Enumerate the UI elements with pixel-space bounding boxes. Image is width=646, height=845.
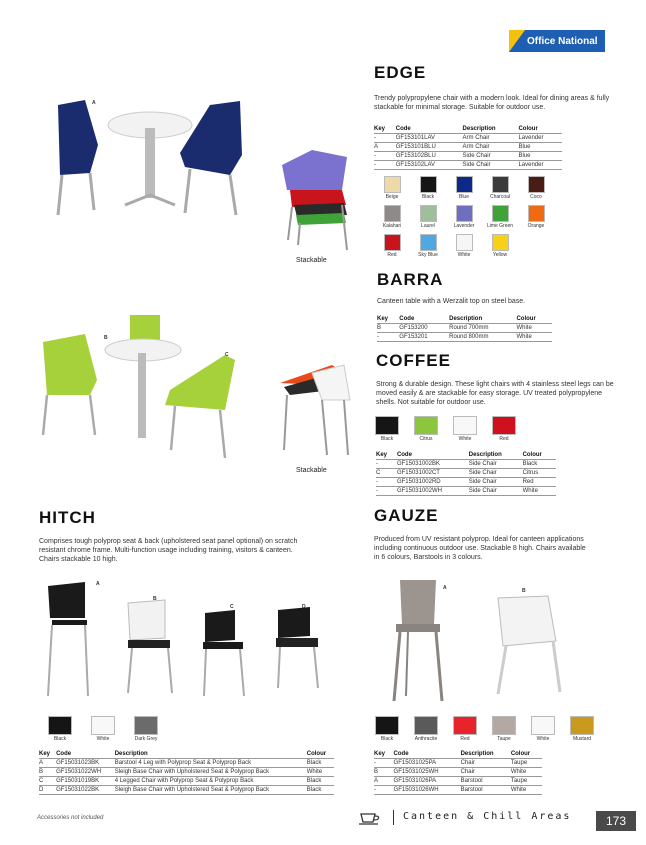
swatch-label: Lavender <box>453 223 475 229</box>
swatch-label: White <box>536 736 550 742</box>
swatch-color <box>528 176 545 193</box>
swatch-label: Coco <box>530 194 542 200</box>
gauze-photo <box>388 576 578 706</box>
office-national-logo: Office National <box>509 30 605 52</box>
color-swatch <box>414 205 442 229</box>
color-swatch <box>486 205 514 229</box>
hitch-title: HITCH <box>39 508 96 527</box>
photo-letter: A <box>443 585 447 591</box>
swatch-color <box>492 205 509 222</box>
photo-letter: B <box>522 588 526 594</box>
swatch-label: Anthracite <box>414 736 438 742</box>
table-row: C GF15031019BK 4 Legged Chair with Polyprop Seat & Polyprop Back Black <box>39 777 334 786</box>
accessories-note: Accessories not included <box>37 815 104 821</box>
swatch-color <box>492 176 509 193</box>
swatch-label: White <box>458 436 472 442</box>
swatch-color <box>384 176 401 193</box>
barra-description: Canteen table with a Werzalit top on steel base. <box>377 298 526 305</box>
photo-letter: D <box>302 604 306 610</box>
table-row: A GF15031026PA Barstool Taupe <box>374 777 542 786</box>
hitch-photo <box>40 578 330 703</box>
coffee-stack-photo <box>272 355 352 460</box>
swatch-color <box>414 716 438 735</box>
color-swatch <box>378 176 406 200</box>
swatch-color <box>420 205 437 222</box>
table-row: - GF153102BLU Side Chair Blue <box>374 152 562 161</box>
swatch-label: Red <box>460 736 470 742</box>
section-title: Canteen & Chill Areas <box>403 811 572 822</box>
edge-table: Key Code Description Colour - GF153101LAV Arm Chair Lavender A GF153101BLU Arm Chair Blue - GF153102BLU Side Chair Blue - GF153102LAV Side Chair Lavender <box>374 125 562 170</box>
photo-letter: A <box>92 100 96 106</box>
color-swatch <box>450 416 480 442</box>
swatch-label: Black <box>53 736 67 742</box>
photo-letter: C <box>230 604 234 610</box>
swatch-color <box>420 176 437 193</box>
swatch-label: Sky Blue <box>418 252 438 258</box>
swatch-color <box>570 716 594 735</box>
page-number: 173 <box>596 811 636 831</box>
swatch-color <box>134 716 158 735</box>
swatch-label: Black <box>380 736 394 742</box>
coffee-cup-icon <box>358 810 382 826</box>
coffee-title: COFFEE <box>376 351 451 370</box>
swatch-color <box>453 716 477 735</box>
gauze-description: Produced from UV resistant polyprop. Ideal for canteen applications including continuous outdoor use. Stackable 8 high. Chairs available in 6 colours, Barstools in 3 colours. <box>374 536 586 561</box>
edge-title: EDGE <box>374 63 427 82</box>
swatch-label: Kalahari <box>382 223 402 229</box>
table-row: - GF153102LAV Side Chair Lavender <box>374 161 562 170</box>
swatch-color <box>384 205 401 222</box>
table-row: - GF153201 Round 800mm White <box>377 333 552 342</box>
color-swatch <box>372 716 402 742</box>
color-swatch <box>414 234 442 258</box>
hitch-description: Comprises tough polyprop seat & back (upholstered seat panel optional) on scratch resistant chrome frame. Multi-function usage including training, visitors & canteen. Chairs stackable 10 high. <box>39 538 298 563</box>
swatch-color <box>531 716 555 735</box>
logo-triangle <box>509 30 525 52</box>
color-swatch <box>450 176 478 200</box>
swatch-color <box>420 234 437 251</box>
color-swatch <box>378 205 406 229</box>
gauze-title: GAUZE <box>374 506 439 525</box>
barra-title: BARRA <box>377 270 444 289</box>
color-swatch <box>130 716 162 742</box>
color-swatch <box>378 234 406 258</box>
swatch-label: Mustard <box>572 736 592 742</box>
color-swatch <box>522 205 550 229</box>
swatch-color <box>91 716 115 735</box>
stackable-caption: Stackable <box>296 467 327 474</box>
swatch-color <box>384 234 401 251</box>
table-row: B GF15031025WH Chair White <box>374 768 542 777</box>
swatch-color <box>492 416 516 435</box>
color-swatch <box>411 716 441 742</box>
table-row: - GF15031002WH Side Chair White <box>376 487 556 496</box>
table-row: A GF153101BLU Arm Chair Blue <box>374 143 562 152</box>
table-row: C GF15031002CT Side Chair Citrus <box>376 469 556 478</box>
table-row: - GF153101LAV Arm Chair Lavender <box>374 134 562 143</box>
swatch-label: Blue <box>458 194 469 200</box>
color-swatch <box>450 205 478 229</box>
table-row: - GF15031026WH Barstool White <box>374 786 542 795</box>
color-swatch <box>486 234 514 258</box>
swatch-color <box>528 205 545 222</box>
swatch-label: Yellow <box>492 252 508 258</box>
swatch-label: Red <box>387 252 397 258</box>
color-swatch <box>489 716 519 742</box>
swatch-color <box>48 716 72 735</box>
color-swatch <box>372 416 402 442</box>
coffee-description: Strong & durable design. These light chairs with 4 stainless steel legs can be moved easily & are stackable for easy storage. UV treated polypropylene shells. Not suitable for outdoor use. <box>376 381 614 406</box>
swatch-label: White <box>457 252 471 258</box>
swatch-label: Beige <box>385 194 399 200</box>
swatch-label: Red <box>499 436 509 442</box>
swatch-color <box>492 716 516 735</box>
swatch-label: Lime Green <box>486 223 514 229</box>
table-row: A GF15031023BK Barstool 4 Leg with Polyprop Seat & Polyprop Back Black <box>39 759 334 768</box>
swatch-color <box>456 234 473 251</box>
swatch-color <box>375 716 399 735</box>
table-row: - GF15031002BK Side Chair Black <box>376 460 556 469</box>
swatch-color <box>456 205 473 222</box>
swatch-label: Black <box>421 194 435 200</box>
color-swatch <box>414 176 442 200</box>
coffee-table: Key Code Description Colour - GF15031002BK Side Chair Black C GF15031002CT Side Chair Citrus - GF15031002RD Side Chair Red - GF15031002WH Side Chair White <box>376 451 556 496</box>
photo-letter: B <box>104 335 108 341</box>
swatch-label: Orange <box>527 223 545 229</box>
color-swatch <box>522 176 550 200</box>
color-swatch <box>87 716 119 742</box>
color-swatch <box>450 716 480 742</box>
swatch-label: Black <box>380 436 394 442</box>
gauze-table: Key Code Description Colour - GF15031025PA Chair Taupe B GF15031025WH Chair White A GF15031026PA Barstool Taupe - GF15031026WH Barstool White <box>374 750 542 795</box>
swatch-label: Taupe <box>497 736 511 742</box>
swatch-label: Dark Grey <box>134 736 158 742</box>
color-swatch <box>489 416 519 442</box>
swatch-label: Citrus <box>419 436 433 442</box>
photo-letter: C <box>225 352 229 358</box>
color-swatch <box>567 716 597 742</box>
stackable-caption: Stackable <box>296 257 327 264</box>
swatch-color <box>492 234 509 251</box>
table-row: B GF153200 Round 700mm White <box>377 324 552 333</box>
photo-letter: A <box>96 581 100 587</box>
swatch-color <box>453 416 477 435</box>
color-swatch <box>528 716 558 742</box>
swatch-label: White <box>96 736 110 742</box>
color-swatch <box>44 716 76 742</box>
edge-photo <box>30 95 270 225</box>
coffee-photo <box>35 310 250 465</box>
swatch-color <box>456 176 473 193</box>
table-row: - GF15031002RD Side Chair Red <box>376 478 556 487</box>
photo-letter: B <box>153 596 157 602</box>
swatch-color <box>414 416 438 435</box>
edge-stack-photo <box>272 145 362 255</box>
swatch-label: Laurel <box>421 223 435 229</box>
swatch-label: Charcoal <box>489 194 510 200</box>
swatch-color <box>375 416 399 435</box>
section-separator <box>393 810 394 825</box>
table-row: - GF15031025PA Chair Taupe <box>374 759 542 768</box>
color-swatch <box>450 234 478 258</box>
color-swatch <box>411 416 441 442</box>
hitch-table: Key Code Description Colour A GF15031023BK Barstool 4 Leg with Polyprop Seat & Polyprop Back Black B GF15031022WH Sleigh Base Chair with Upholstered Seat & Polyprop Back White C GF15031019BK 4 Legged Chair with Polyprop Seat & Polyprop Back Black D GF15031022BK Sleigh Base Chair with Upholstered Seat & Polyprop Back Black <box>39 750 334 795</box>
edge-description: Trendy polypropylene chair with a modern look. Ideal for dining areas & fully stackable for minimal storage. Suitable for outdoor use. <box>374 95 610 111</box>
color-swatch <box>486 176 514 200</box>
table-row: D GF15031022BK Sleigh Base Chair with Upholstered Seat & Polyprop Back Black <box>39 786 334 795</box>
barra-table: Key Code Description Colour B GF153200 Round 700mm White - GF153201 Round 800mm White <box>377 315 552 342</box>
table-row: B GF15031022WH Sleigh Base Chair with Upholstered Seat & Polyprop Back White <box>39 768 334 777</box>
